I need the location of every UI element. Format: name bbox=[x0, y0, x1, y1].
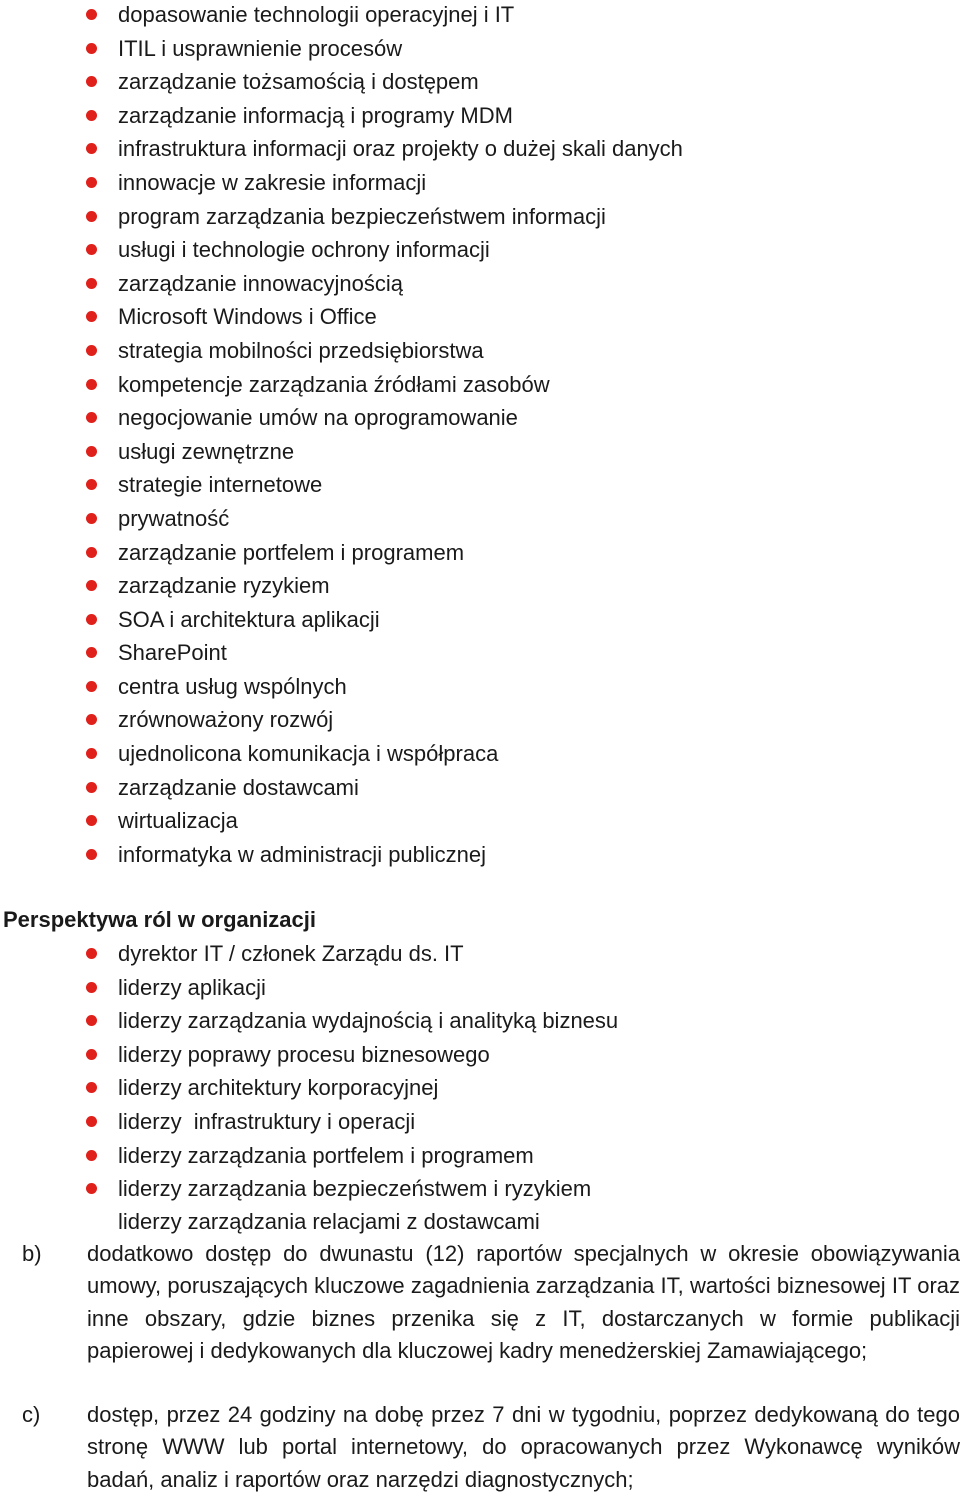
bullet-icon bbox=[86, 580, 97, 591]
list-item bbox=[0, 65, 960, 99]
list-item bbox=[0, 502, 960, 536]
roles-list bbox=[0, 937, 960, 1206]
list-item-unbulleted: liderzy zarządzania relacjami z dostawcami bbox=[118, 1209, 540, 1234]
paragraph-marker: b) bbox=[22, 1241, 42, 1266]
list-item bbox=[0, 368, 960, 402]
bullet-icon bbox=[86, 547, 97, 558]
bullet-icon bbox=[86, 1183, 97, 1194]
list-item bbox=[0, 233, 960, 267]
bullet-icon bbox=[86, 1082, 97, 1093]
paragraph-marker: c) bbox=[22, 1402, 41, 1427]
list-item bbox=[0, 536, 960, 570]
list-item-text: program zarządzania bezpieczeństwem informacji bbox=[118, 203, 606, 229]
bullet-icon bbox=[86, 614, 97, 625]
list-item bbox=[0, 132, 960, 166]
bullet-icon bbox=[86, 110, 97, 121]
bullet-icon bbox=[86, 76, 97, 87]
bullet-icon bbox=[86, 681, 97, 692]
list-item-text: liderzy architektury korporacyjnej bbox=[118, 1075, 439, 1101]
paragraph-b bbox=[0, 1238, 960, 1403]
list-item bbox=[0, 334, 960, 368]
list-item bbox=[0, 804, 960, 838]
list-item bbox=[0, 737, 960, 771]
list-item bbox=[0, 1004, 960, 1038]
list-item bbox=[0, 771, 960, 805]
list-item-text: liderzy zarządzania wydajnością i analityką biznesu bbox=[118, 1008, 619, 1034]
list-item bbox=[0, 838, 960, 872]
bullet-icon bbox=[86, 815, 97, 826]
list-item-text: zarządzanie portfelem i programem bbox=[118, 539, 465, 565]
list-item-text: infrastruktura informacji oraz projekty o dużej skali danych bbox=[118, 136, 683, 162]
bullet-icon bbox=[86, 379, 97, 390]
bullet-icon bbox=[86, 177, 97, 188]
bullet-icon bbox=[86, 849, 97, 860]
bullet-icon bbox=[86, 412, 97, 423]
bullet-icon bbox=[86, 311, 97, 322]
list-item bbox=[0, 937, 960, 971]
list-item-text: zarządzanie innowacyjnością bbox=[118, 270, 403, 296]
bullet-icon bbox=[86, 479, 97, 490]
list-item bbox=[0, 468, 960, 502]
bullet-icon bbox=[86, 782, 97, 793]
list-item-text: liderzy aplikacji bbox=[118, 974, 266, 1000]
list-item-text: dyrektor IT / członek Zarządu ds. IT bbox=[118, 941, 464, 966]
bullet-icon bbox=[86, 9, 97, 20]
list-item-text: negocjowanie umów na oprogramowanie bbox=[118, 405, 518, 431]
section-heading: Perspektywa ról w organizacji bbox=[3, 907, 317, 932]
list-item bbox=[0, 267, 960, 301]
list-item bbox=[0, 603, 960, 637]
list-item-text: prywatność bbox=[118, 505, 230, 531]
list-item bbox=[0, 670, 960, 704]
bullet-icon bbox=[86, 278, 97, 289]
list-item-text: usługi i technologie ochrony informacji bbox=[118, 237, 490, 263]
list-item bbox=[0, 166, 960, 200]
bullet-icon bbox=[86, 1015, 97, 1026]
list-item bbox=[0, 200, 960, 234]
bullet-icon bbox=[86, 1049, 97, 1060]
list-item-text: innowacje w zakresie informacji bbox=[118, 169, 427, 195]
list-item bbox=[0, 1139, 960, 1173]
list-item-text: liderzy zarządzania bezpieczeństwem i ryzykiem bbox=[118, 1176, 592, 1202]
list-item bbox=[0, 1105, 960, 1139]
bullet-icon bbox=[86, 714, 97, 725]
list-item bbox=[0, 703, 960, 737]
paragraph-text: dostęp, przez 24 godziny na dobę przez 7 dni w tygodniu, poprzez dedykowaną do tego stronę WWW lub portal internetowy, do opracowanych przez Wykonawcę wyników badań, analiz i raportów oraz narzędzi diagnostycznych; bbox=[87, 1402, 960, 1492]
list-item-text: informatyka w administracji publicznej bbox=[118, 841, 487, 867]
list-item-text: Microsoft Windows i Office bbox=[118, 304, 377, 330]
bullet-icon bbox=[86, 143, 97, 154]
list-item-text: zarządzanie informacją i programy MDM bbox=[118, 102, 513, 128]
bullet-icon bbox=[86, 647, 97, 658]
list-item-text: liderzy zarządzania portfelem i programem bbox=[118, 1142, 534, 1168]
list-item-text: ujednolicona komunikacja i współpraca bbox=[118, 741, 499, 767]
list-item-text: ITIL i usprawnienie procesów bbox=[118, 35, 403, 61]
list-item-text: SOA i architektura aplikacji bbox=[118, 606, 380, 632]
list-item-text: dopasowanie technologii operacyjnej i IT bbox=[118, 2, 515, 27]
list-item-text: wirtualizacja bbox=[118, 808, 238, 834]
list-item-text: strategie internetowe bbox=[118, 472, 323, 498]
bullet-icon bbox=[86, 1116, 97, 1127]
bullet-icon bbox=[86, 982, 97, 993]
bullet-icon bbox=[86, 43, 97, 54]
list-item bbox=[0, 1038, 960, 1072]
bullet-icon bbox=[86, 345, 97, 356]
list-item bbox=[0, 1071, 960, 1105]
list-item-text: kompetencje zarządzania źródłami zasobów bbox=[118, 371, 550, 397]
bullet-icon bbox=[86, 446, 97, 457]
list-item-text: zarządzanie ryzykiem bbox=[118, 573, 330, 599]
list-item bbox=[0, 569, 960, 603]
list-item-text: zarządzanie dostawcami bbox=[118, 774, 359, 800]
bullet-icon bbox=[86, 513, 97, 524]
bullet-icon bbox=[86, 244, 97, 255]
list-item bbox=[0, 636, 960, 670]
list-item bbox=[0, 1172, 960, 1206]
list-item bbox=[0, 971, 960, 1005]
list-item-text: zrównoważony rozwój bbox=[118, 707, 334, 733]
list-item-text: usługi zewnętrzne bbox=[118, 438, 295, 464]
list-item bbox=[0, 401, 960, 435]
list-item-text: centra usług wspólnych bbox=[118, 673, 347, 699]
bullet-icon bbox=[86, 748, 97, 759]
list-item bbox=[0, 300, 960, 334]
list-item bbox=[0, 0, 960, 32]
paragraph-text: dodatkowo dostęp do dwunastu (12) raportów specjalnych w okresie obowiązywania umowy, poruszających kluczowe zagadnienia zarządzania IT, wartości biznesowej IT oraz inne obszary, gdzie biznes przenika się z IT, dostarczanych w formie publikacji papierowej i dedykowanych dla kluczowej kadry menedżerskiej Zamawiającego; bbox=[87, 1241, 960, 1364]
list-item bbox=[0, 435, 960, 469]
bullet-icon bbox=[86, 948, 97, 959]
bullet-icon bbox=[86, 211, 97, 222]
list-item bbox=[0, 99, 960, 133]
list-item-text: zarządzanie tożsamością i dostępem bbox=[118, 69, 479, 95]
list-item-text: liderzy poprawy procesu biznesowego bbox=[118, 1041, 490, 1067]
list-item-text: SharePoint bbox=[118, 640, 227, 666]
list-item-text: liderzy infrastruktury i operacji bbox=[118, 1108, 416, 1134]
bullet-icon bbox=[86, 1150, 97, 1161]
list-item bbox=[0, 32, 960, 66]
paragraph-c bbox=[0, 1399, 960, 1493]
list-item-text: strategia mobilności przedsiębiorstwa bbox=[118, 337, 484, 363]
